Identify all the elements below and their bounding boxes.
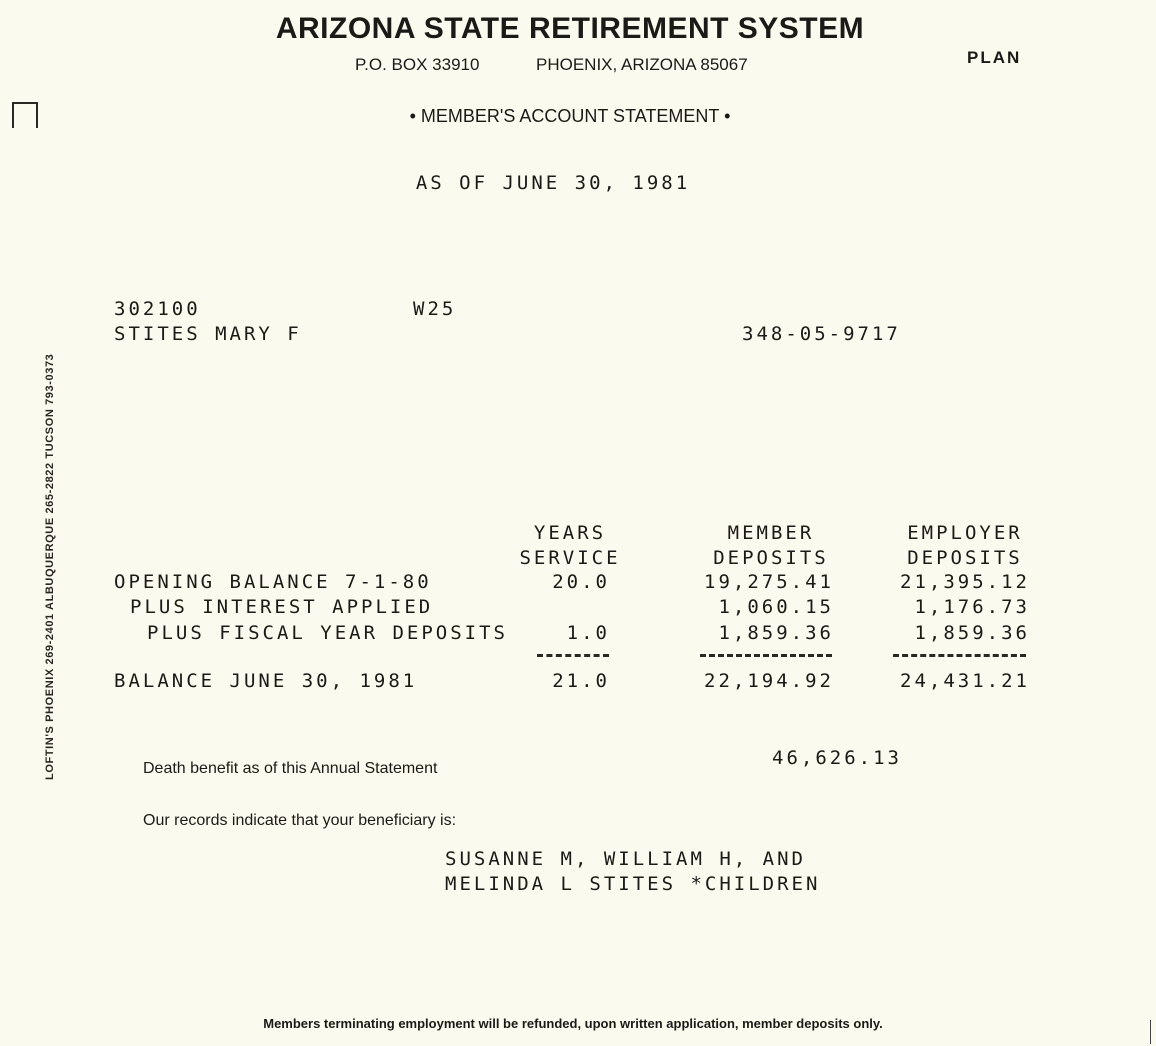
- member-name: STITES MARY F: [114, 323, 302, 345]
- row-label-deposits: PLUS FISCAL YEAR DEPOSITS: [147, 622, 508, 644]
- total-years: 21.0: [552, 670, 610, 692]
- printer-imprint: LOFTIN'S PHOENIX 269-2401 ALBUQUERQUE 265-2822 TUCSON 793-0373: [44, 353, 56, 780]
- row-employer-opening: 21,395.12: [900, 571, 1030, 593]
- row-label-interest: PLUS INTEREST APPLIED: [130, 596, 434, 618]
- employer-header-line1: EMPLOYER: [907, 522, 1023, 544]
- row-employer-interest: 1,176.73: [914, 596, 1030, 618]
- row-years-deposits: 1.0: [566, 622, 610, 644]
- city-address: PHOENIX, ARIZONA 85067: [536, 55, 748, 74]
- member-ssn: 348-05-9717: [742, 323, 901, 345]
- member-code: W25: [413, 298, 457, 320]
- row-employer-deposits: 1,859.36: [914, 622, 1030, 644]
- years-total-rule: [537, 654, 609, 657]
- po-box: P.O. BOX 33910: [355, 55, 480, 74]
- statement-title: • MEMBER'S ACCOUNT STATEMENT •: [409, 106, 731, 126]
- as-of-date: AS OF JUNE 30, 1981: [415, 172, 691, 194]
- row-years-opening: 20.0: [552, 571, 610, 593]
- years-header-line2: SERVICE: [519, 547, 621, 569]
- member-number: 302100: [114, 298, 201, 320]
- beneficiary-intro: Our records indicate that your beneficiary is:: [143, 812, 457, 829]
- row-member-opening: 19,275.41: [704, 571, 834, 593]
- total-member: 22,194.92: [704, 670, 834, 692]
- member-header-line1: MEMBER: [727, 522, 815, 544]
- total-employer: 24,431.21: [900, 670, 1030, 692]
- death-benefit-amount: 46,626.13: [772, 747, 902, 769]
- total-label: BALANCE JUNE 30, 1981: [114, 670, 418, 692]
- row-label-opening: OPENING BALANCE 7-1-80: [114, 571, 432, 593]
- plan-label: PLAN: [967, 48, 1022, 67]
- employer-total-rule: [893, 654, 1026, 657]
- death-benefit-label: Death benefit as of this Annual Statement: [143, 760, 438, 777]
- employer-header-line2: DEPOSITS: [907, 547, 1023, 569]
- member-total-rule: [700, 654, 832, 657]
- member-header-line2: DEPOSITS: [713, 547, 829, 569]
- footer-note: Members terminating employment will be refunded, upon written application, member deposits only.: [263, 1016, 883, 1031]
- row-member-interest: 1,060.15: [718, 596, 834, 618]
- years-header-line1: YEARS: [533, 522, 607, 544]
- org-name: ARIZONA STATE RETIREMENT SYSTEM: [275, 12, 865, 45]
- edge-tick-mark: [1150, 1020, 1151, 1044]
- row-member-deposits: 1,859.36: [718, 622, 834, 644]
- beneficiary-line1: SUSANNE M, WILLIAM H, AND: [445, 848, 806, 870]
- beneficiary-line2: MELINDA L STITES *CHILDREN: [445, 873, 821, 895]
